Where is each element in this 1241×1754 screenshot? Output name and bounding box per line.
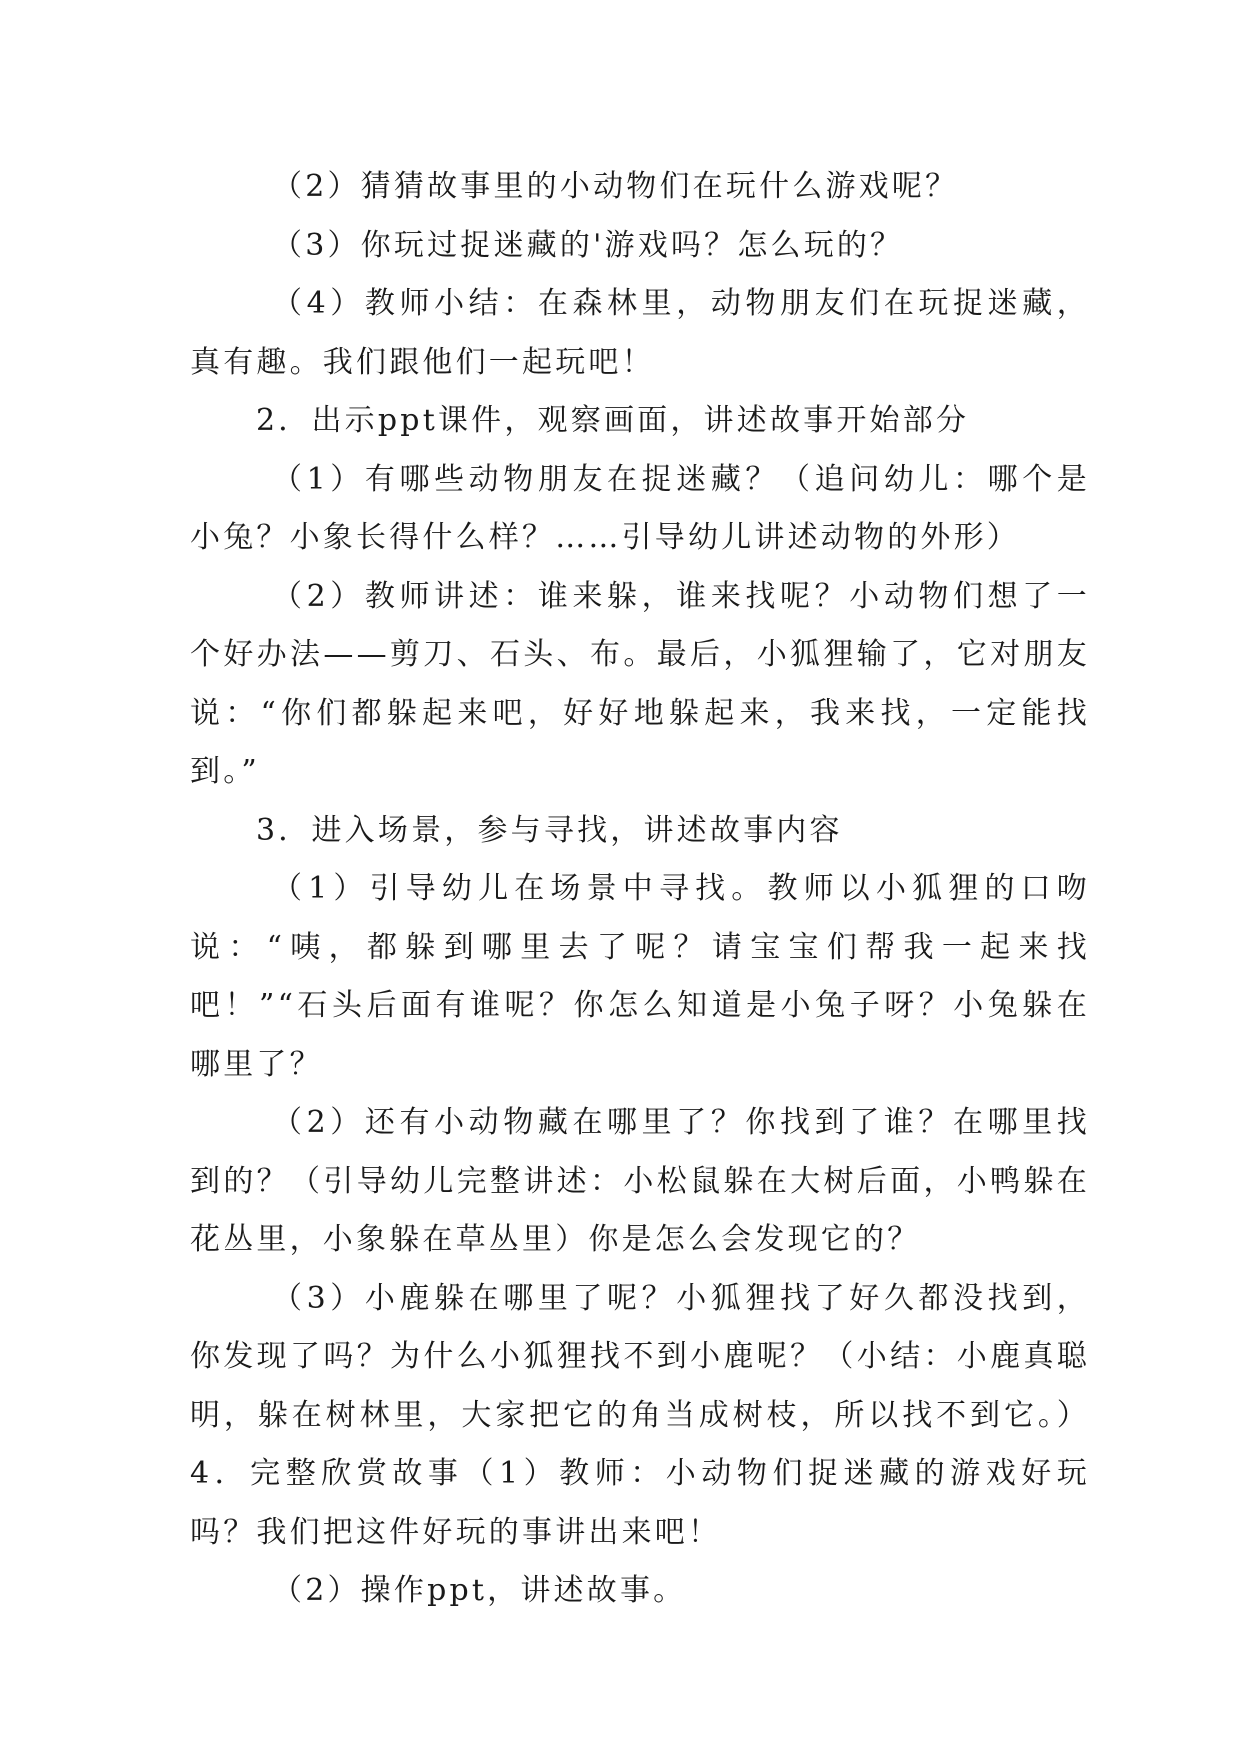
paragraph-played-hide-seek: （3）你玩过捉迷藏的'游戏吗？怎么玩的？: [272, 227, 904, 263]
section-heading-2: 2．出示ppt课件，观察画面，讲述故事开始部分: [256, 403, 970, 438]
paragraph-little-deer: （3）小鹿躲在哪里了呢？小狐狸找了好久都没找到，你发现了吗？为什么小狐狸找不到小鹿呢？（小结：小鹿真聪明，躲在树林里，大家把它的角当成树枝，所以找不到它。）4．完整欣赏故事（1）教师：小动物们捉迷藏的游戏好玩吗？我们把这件好玩的事讲出来吧！: [190, 1280, 1090, 1550]
paragraph-other-animals: （2）还有小动物藏在哪里了？你找到了谁？在哪里找到的？（引导幼儿完整讲述：小松鼠躲在大树后面，小鸭躲在花丛里，小象躲在草丛里）你是怎么会发现它的？: [190, 1105, 1090, 1257]
paragraph-teacher-narrates: （2）教师讲述：谁来躲，谁来找呢？小动物们想了一个好办法——剪刀、石头、布。最后，小狐狸输了，它对朋友说：“你们都躲起来吧，好好地躲起来，我来找，一定能找到。”: [190, 578, 1090, 789]
paragraph-which-animals: （1）有哪些动物朋友在捉迷藏？（追问幼儿：哪个是小兔？小象长得什么样？……引导幼儿讲述动物的外形）: [190, 461, 1090, 555]
paragraph-teacher-summary: （4）教师小结：在森林里，动物朋友们在玩捉迷藏，真有趣。我们跟他们一起玩吧！: [190, 286, 1090, 380]
document-body: [190, 158, 1090, 1621]
paragraph-guide-search: （1）引导幼儿在场景中寻找。教师以小狐狸的口吻说：“咦，都躲到哪里去了呢？请宝宝们帮我一起来找吧！”“石头后面有谁呢？你怎么知道是小兔子呀？小兔躲在哪里了？: [190, 871, 1090, 1082]
paragraph-operate-ppt: （2）操作ppt，讲述故事。: [272, 1573, 687, 1608]
paragraph-guess-game: （2）猜猜故事里的小动物们在玩什么游戏呢？: [272, 169, 959, 204]
section-heading-3: 3．进入场景，参与寻找，讲述故事内容: [256, 812, 843, 848]
